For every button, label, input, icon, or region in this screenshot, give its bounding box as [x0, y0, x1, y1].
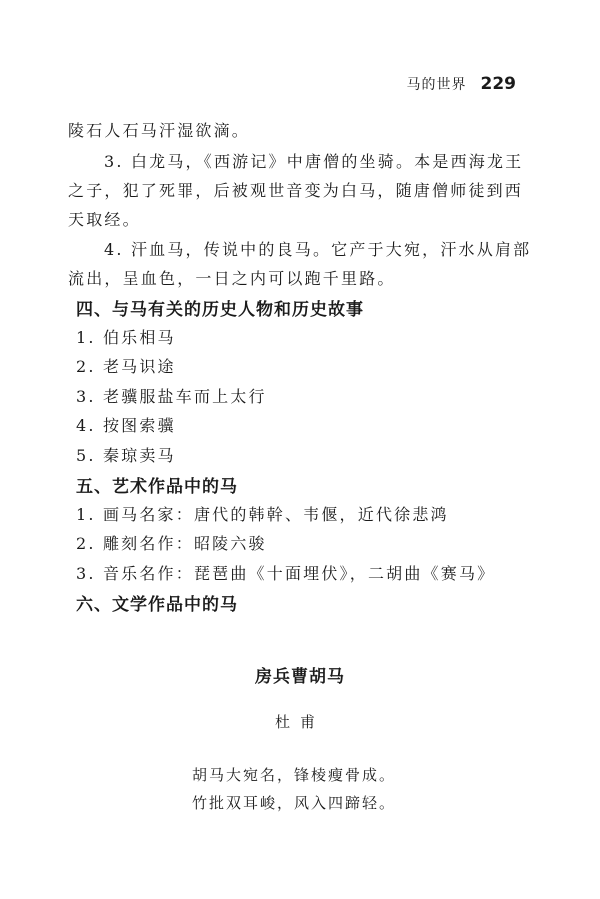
body-line: 天取经。 [68, 210, 141, 229]
list-item: 4. 按图索骥 [76, 416, 176, 435]
page-number: 229 [480, 74, 516, 94]
list-item: 1. 画马名家：唐代的韩幹、韦偃，近代徐悲鸿 [76, 505, 449, 524]
list-item: 3. 老骥服盐车而上太行 [76, 387, 267, 406]
poem-author: 杜甫 [274, 713, 325, 731]
list-item: 5. 秦琼卖马 [76, 446, 176, 465]
list-item: 3. 音乐名作：琵琶曲《十面埋伏》，二胡曲《赛马》 [76, 564, 496, 583]
body-line: 陵石人石马汗湿欲滴。 [68, 121, 251, 140]
body-line: 流出，呈血色，一日之内可以跑千里路。 [68, 269, 396, 288]
body-line: 3. 白龙马，《西游记》中唐僧的坐骑。本是西海龙王 [104, 152, 524, 171]
list-item: 2. 雕刻名作：昭陵六骏 [76, 534, 267, 553]
list-item: 2. 老马识途 [76, 357, 176, 376]
poem-line: 胡马大宛名，锋棱瘦骨成。 [192, 766, 397, 784]
poem-title: 房兵曹胡马 [255, 667, 345, 687]
body-line: 之子，犯了死罪，后被观世音变为白马，随唐僧师徒到西 [68, 181, 524, 200]
section-heading: 六、文学作品中的马 [76, 595, 238, 615]
section-heading: 五、艺术作品中的马 [76, 477, 238, 497]
section-heading: 四、与马有关的历史人物和历史故事 [76, 300, 364, 320]
poem-line: 竹批双耳峻，风入四蹄轻。 [192, 794, 397, 812]
running-header [407, 74, 517, 94]
body-line: 4. 汗血马，传说中的良马。它产于大宛，汗水从肩部 [104, 240, 532, 259]
list-item: 1. 伯乐相马 [76, 328, 176, 347]
running-header-title: 马的世界 [406, 77, 467, 93]
